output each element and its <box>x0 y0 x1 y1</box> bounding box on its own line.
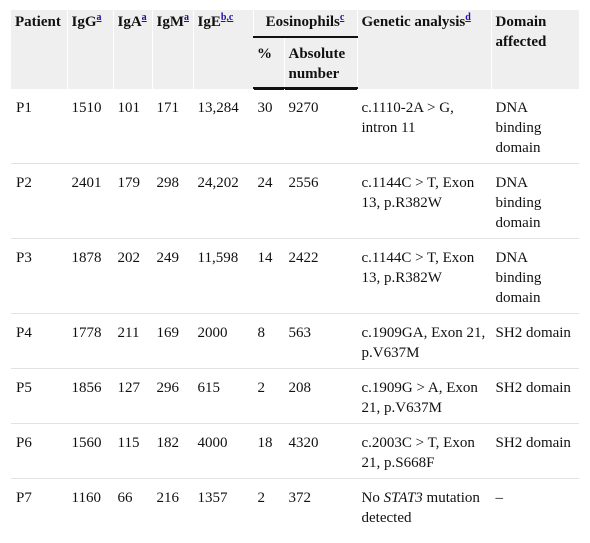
cell-patient: P7 <box>16 489 32 506</box>
cell-igg: 1510 <box>67 89 113 164</box>
cell-igg: 1856 <box>67 368 113 423</box>
cell-igm: 216 <box>152 478 193 533</box>
cell-domain-affected: SH2 domain <box>491 368 579 423</box>
cell-igm: 249 <box>152 238 193 313</box>
cell-ige: 13,284 <box>193 89 253 164</box>
cell-ige: 11,598 <box>193 238 253 313</box>
cell-iga: 211 <box>113 313 152 368</box>
cell-ige: 4000 <box>193 423 253 478</box>
header-eos-percent: % <box>253 37 284 89</box>
header-igg: IgG$^a$ <box>67 10 113 89</box>
cell-iga: 66 <box>113 478 152 533</box>
cell-eos-percent: 8 <box>253 313 284 368</box>
cell-patient: P2 <box>11 163 67 238</box>
header-patient: Patient <box>11 10 67 89</box>
cell-patient: P3 <box>11 238 67 313</box>
cell-domain-affected: DNA binding domain <box>491 238 579 313</box>
table-row <box>11 313 579 368</box>
cell-eos-percent: 14 <box>253 238 284 313</box>
gene-name: STAT3 <box>383 489 423 506</box>
cell-genetic-analysis: c.1144C > T, Exon 13, p.R382W <box>357 238 491 313</box>
cell-iga: 179 <box>113 163 152 238</box>
cell-igg: 1878 <box>67 238 113 313</box>
cell-ige: 1357 <box>193 478 253 533</box>
table-row <box>11 89 579 164</box>
cell-ige: 2000 <box>193 313 253 368</box>
cell-igg: 2401 <box>67 163 113 238</box>
table-row <box>11 423 579 478</box>
cell-patient: P4 <box>11 313 67 368</box>
table-row <box>11 478 579 533</box>
cell-igm: 171 <box>152 89 193 164</box>
cell-eos-absolute: 372 <box>284 478 357 533</box>
table-row <box>11 368 579 423</box>
cell-iga: 202 <box>113 238 152 313</box>
footnote-link-iga[interactable]: a <box>141 12 147 23</box>
cell-domain-affected: SH2 domain <box>491 313 579 368</box>
footnote-link-ige[interactable]: b,c <box>220 12 234 23</box>
header-domain-affected: Domain affected <box>491 10 579 89</box>
cell-genetic-analysis: c.2003C > T, Exon 21, p.S668F <box>357 423 491 478</box>
cell-patient: P1 <box>11 89 67 164</box>
cell-eos-absolute: 4320 <box>284 423 357 478</box>
cell-genetic-analysis: c.1909G > A, Exon 21, p.V637M <box>357 368 491 423</box>
header-iga: IgA$^a$ <box>113 10 152 89</box>
cell-domain-affected: SH2 domain <box>491 423 579 478</box>
cell-domain-affected: DNA binding domain <box>491 89 579 164</box>
table-row <box>11 238 579 313</box>
cell-eos-percent: 18 <box>253 423 284 478</box>
cell-igm: 182 <box>152 423 193 478</box>
cell-eos-absolute: 563 <box>284 313 357 368</box>
footnote-link-igg[interactable]: a <box>96 12 102 23</box>
cell-iga: 115 <box>113 423 152 478</box>
cell-ige: 615 <box>193 368 253 423</box>
cell-eos-percent: 2 <box>253 368 284 423</box>
cell-eos-absolute: 208 <box>284 368 357 423</box>
cell-eos-percent: 2 <box>253 478 284 533</box>
cell-domain-affected: – <box>491 478 579 533</box>
header-genetic-analysis: Genetic analysis$^d$ <box>357 10 491 89</box>
cell-eos-absolute: 2556 <box>284 163 357 238</box>
cell-genetic-analysis: c.1144C > T, Exon 13, p.R382W <box>357 163 491 238</box>
cell-patient: P5 <box>11 368 67 423</box>
cell-genetic-analysis: c.1909GA, Exon 21, p.V637M <box>357 313 491 368</box>
footnote-link-genetic[interactable]: d <box>465 12 471 23</box>
header-ige: IgE$^{b,c}$ <box>193 10 253 89</box>
cell-igg: 1778 <box>67 313 113 368</box>
cell-igg: 1560 <box>67 423 113 478</box>
cell-igm: 169 <box>152 313 193 368</box>
cell-eos-percent: 24 <box>253 163 284 238</box>
header-eos-absolute: Absolute number <box>284 37 357 89</box>
cell-domain-affected: DNA binding domain <box>491 163 579 238</box>
cell-igm: 296 <box>152 368 193 423</box>
cell-eos-absolute: 2422 <box>284 238 357 313</box>
cell-eos-absolute: 9270 <box>284 89 357 164</box>
cell-genetic-analysis: c.1110-2A > G, intron 11 <box>357 89 491 164</box>
header-eosinophils: Eosinophils$^c$ <box>253 10 357 37</box>
header-igm: IgM$^a$ <box>152 10 193 89</box>
patients-table <box>11 10 579 533</box>
cell-eos-percent: 30 <box>253 89 284 164</box>
footnote-link-igm[interactable]: a <box>184 12 189 23</box>
footnote-link-eosinophils[interactable]: c <box>339 12 345 23</box>
cell-ige: 24,202 <box>193 163 253 238</box>
cell-patient: P6 <box>11 423 67 478</box>
cell-iga: 127 <box>113 368 152 423</box>
cell-iga: 101 <box>113 89 152 164</box>
cell-igm: 298 <box>152 163 193 238</box>
cell-igg: 1160 <box>67 478 113 533</box>
table-row <box>11 163 579 238</box>
cell-genetic-analysis: No STAT3 mutation detected <box>357 478 491 533</box>
